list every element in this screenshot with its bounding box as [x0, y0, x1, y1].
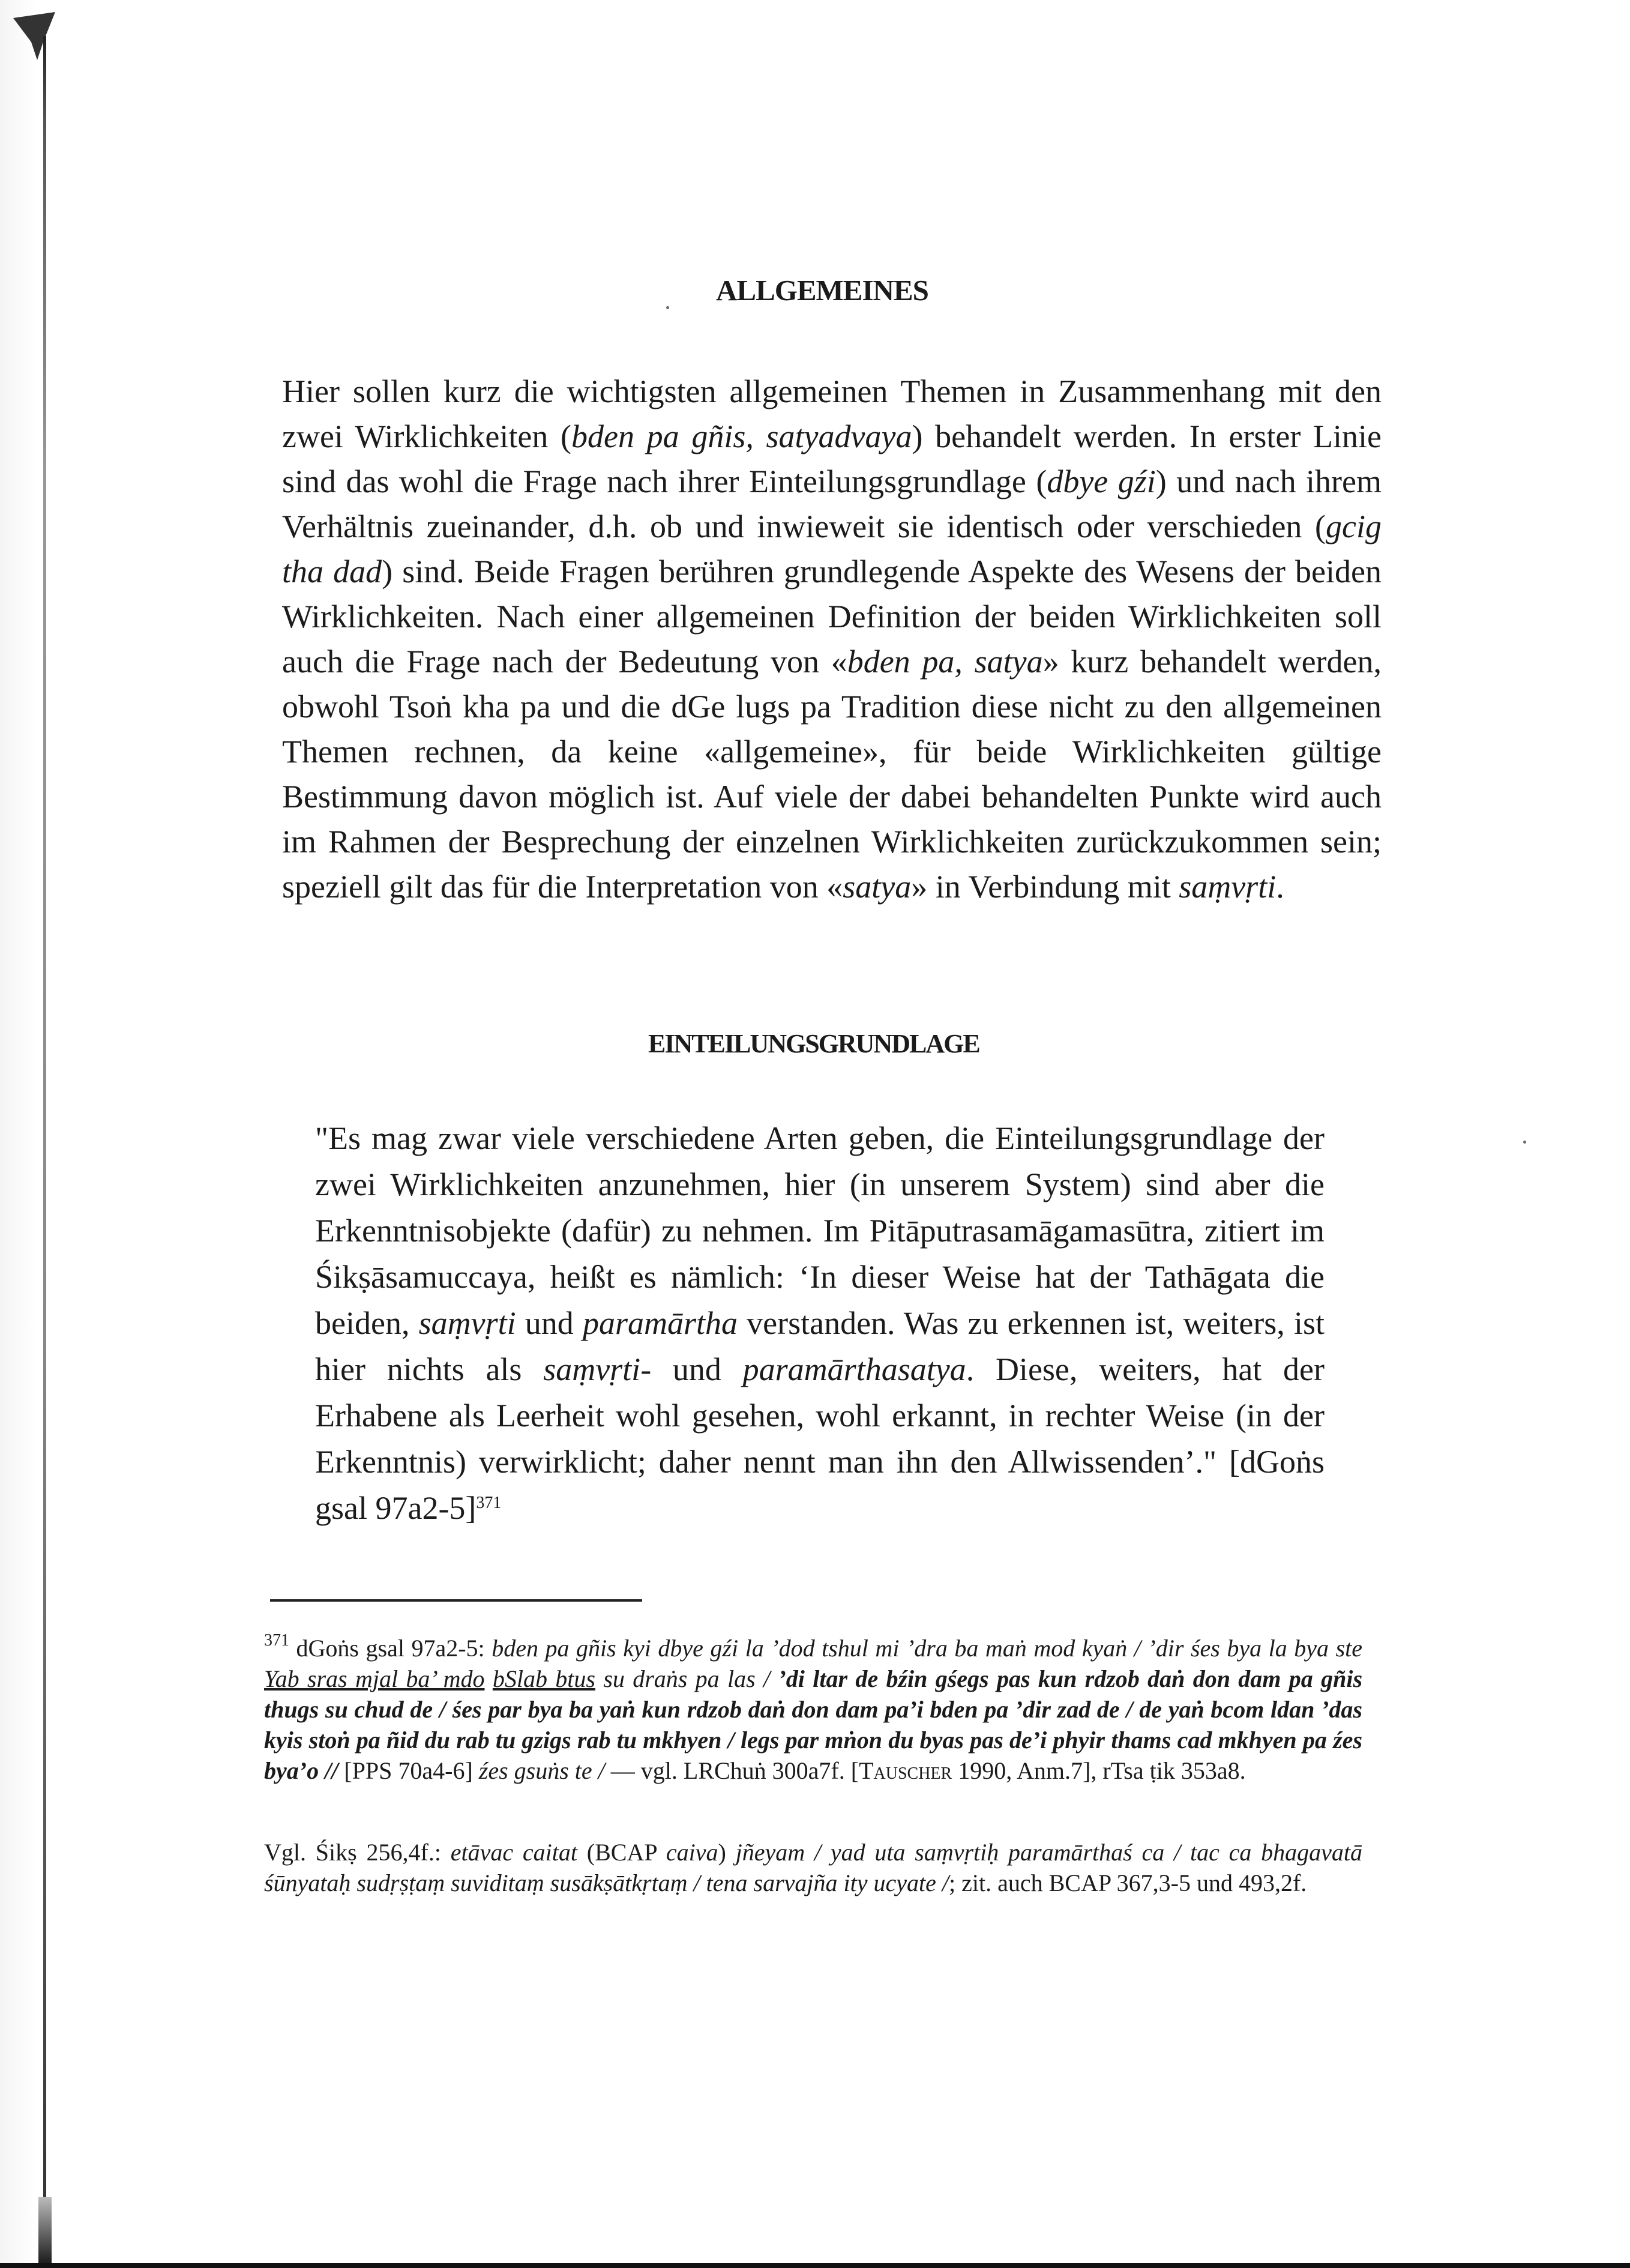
intro-paragraph: Hier sollen kurz die wichtigsten allgemeinen Themen in Zusammenhang mit den zwei Wirklichkeiten (bden pa gñis, satyadvaya) behandelt werden. In erster Linie sind das wohl die Frage nach ihrer Einteilungsgrundlage (dbye gźi) und nach ihrem Verhältnis zueinander, d.h. ob und inwieweit sie identisch oder verschieden (gcig tha dad) sind. Beide Fragen berühren grundlegende Aspekte des Wesens der beiden Wirklichkeiten. Nach einer allgemeinen Definition der beiden Wirklichkeiten soll auch die Frage nach der Bedeutung von «bden pa, satya» kurz behandelt werden, obwohl Tsoṅ kha pa und die dGe lugs pa Tradition diese nicht zu den allgemeinen Themen rechnen, da keine «allgemeine», für beide Wirklichkeiten gültige Bestimmung davon möglich ist. Auf viele der dabei behandelten Punkte wird auch im Rahmen der Besprechung der einzelnen Wirklichkeiten zurückzukommen sein; speziell gilt das für die Interpretation von «satya» in Verbindung mit saṃvṛti. [282, 373, 1382, 905]
section-heading: EINTEILUNGSGRUNDLAGE [648, 1029, 979, 1058]
footnote-continuation: Vgl. Śikṣ 256,4f.: etāvac caitat (BCAP caiva) jñeyam / yad uta saṃvṛtiḥ paramārthaś ca / tac ca bhagavatā śūnyataḥ sudṛṣṭaṃ suviditaṃ susākṣātkṛtaṃ / tena sarvajña ity ucyate /; zit. auch BCAP 367,3-5 und 493,2f. [264, 1839, 1363, 1896]
block-quote: "Es mag zwar viele verschiedene Arten geben, die Einteilungsgrundlage der zwei Wirklichkeiten anzunehmen, hier (in unserem System) sind aber die Erkenntnisobjekte (dafür) zu nehmen. Im Pitāputrasamāgamasūtra, zitiert im Śikṣāsamuccaya, heißt es nämlich: ‘In dieser Weise hat der Tathāgata die beiden, saṃvṛti und paramārtha verstanden. Was zu erkennen ist, weiters, ist hier nichts als saṃvṛti- und paramārthasatya. Diese, weiters, hat der Erhabene als Leerheit wohl gesehen, wohl erkannt, in rechter Weise (in der Erkenntnis) verwirklicht; daher nennt man ihn den Allwissenden’." [dGoṅs gsal 97a2-5]$^{371}$ [315, 1120, 1325, 1526]
scan-binding-line [43, 36, 46, 2209]
footnote-371: $^{371}$ dGoṅs gsal 97a2-5: bden pa gñis kyi dbye gźi la ’dod tshul mi ’dra ba maṅ mod kyaṅ / ’dir śes bya la bya ste Yab sras mjal ba’ mdo bSlab btus su draṅs pa las / ’di ltar de bźin gśegs pas kun rdzob daṅ don dam pa gñis thugs su chud de / śes par bya ba yaṅ kun rdzob daṅ don dam pa’i bden pa ’dir zad de / de yaṅ bcom ldan ’das kyis stoṅ pa ñid du rab tu gzigs rab tu mkhyen / legs par mṅon du byas pas de’i phyir thams cad mkhyen pa źes bya’o // [PPS 70a4-6] źes gsuṅs te / — vgl. LRChuṅ 300a7f. [Tauscher 1990, Anm.7], rTsa ṭik 353a8. [264, 1631, 1363, 1784]
scan-speck [666, 306, 669, 309]
scan-speck [1523, 1141, 1526, 1144]
scan-bottom-edge [0, 2263, 1630, 2268]
footnote-reference: 371 [476, 1494, 502, 1512]
scan-corner-mark [13, 12, 61, 60]
page-title: ALLGEMEINES [716, 274, 928, 307]
scan-left-margin [0, 0, 36, 2268]
footnote-divider [270, 1599, 642, 1602]
footnote-number: 371 [264, 1631, 289, 1650]
scan-bottom-mark [38, 2197, 52, 2268]
